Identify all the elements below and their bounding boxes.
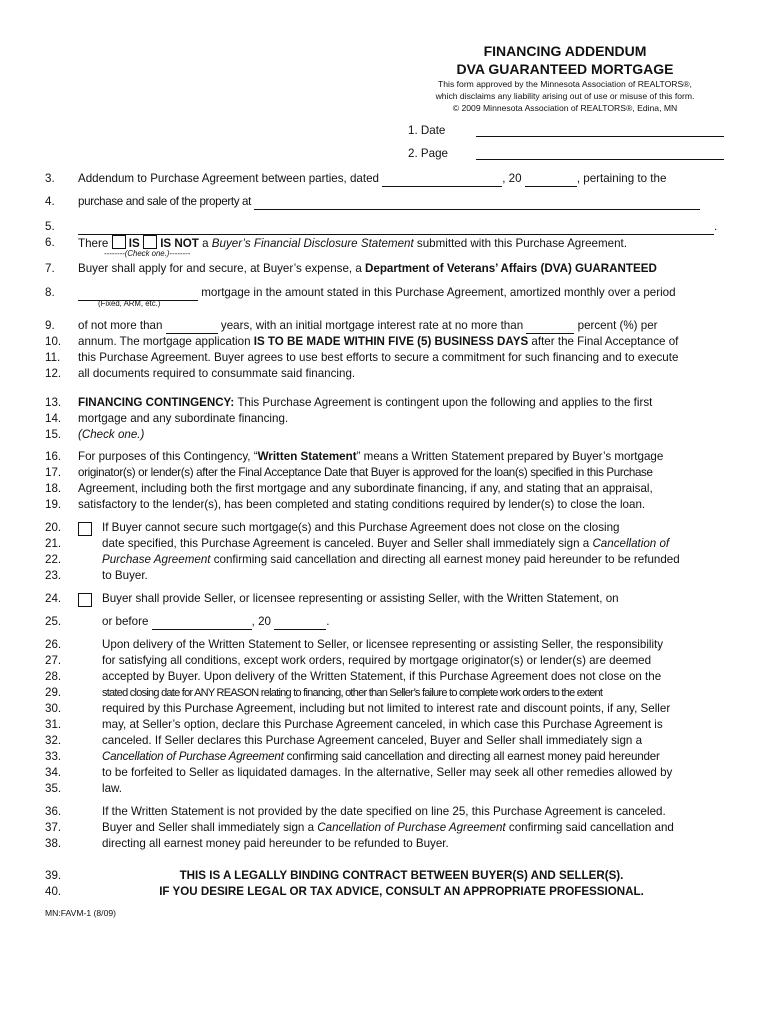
is-not-label: IS NOT: [160, 237, 199, 250]
form-title: FINANCING ADDENDUM: [483, 43, 647, 59]
line-number: 16.: [45, 450, 62, 463]
line-text: (Check one.): [78, 428, 145, 441]
line-number: 12.: [45, 367, 62, 380]
page-input[interactable]: [476, 159, 724, 160]
line-text: If Buyer cannot secure such mortgage(s) and this Purchase Agreement does not close on the closing: [102, 521, 620, 534]
line-number: 19.: [45, 498, 62, 511]
line-number: 14.: [45, 412, 62, 425]
interest-rate-input[interactable]: [526, 321, 574, 334]
written-statement-term: Written Statement: [257, 450, 357, 463]
line-number: 40.: [45, 885, 62, 898]
line-text: Department of Veterans’ Affairs (DVA) GUARANTEED: [365, 262, 657, 275]
line-number: 6.: [45, 236, 55, 249]
line-text: this Purchase Agreement. Buyer agrees to use best efforts to secure a commitment for such financing and to execute: [78, 351, 679, 364]
is-not-checkbox[interactable]: [143, 235, 157, 249]
line-text: after the Final Acceptance of: [531, 335, 679, 348]
check-one-hint: --------(Check one.)--------: [104, 249, 191, 258]
line-number: 33.: [45, 750, 62, 763]
line-number: 22.: [45, 553, 62, 566]
line-number: 3.: [45, 172, 55, 185]
line-number: 9.: [45, 319, 55, 332]
line-text: law.: [102, 782, 122, 795]
line-number: 38.: [45, 837, 62, 850]
line-text: satisfactory to the lender(s), has been completed and stating conditions required by lender(s) to close the loan.: [78, 498, 646, 511]
form-id: MN:FAVM-1 (8/09): [45, 908, 116, 918]
line-number: 18.: [45, 482, 62, 495]
mortgage-type-hint: (Fixed, ARM, etc.): [98, 299, 161, 308]
property-address-input[interactable]: [254, 197, 700, 210]
line-text: submitted with this Purchase Agreement.: [416, 237, 628, 250]
line-text: Purchase Agreement: [102, 553, 211, 566]
line-number: 10.: [45, 335, 62, 348]
approval-note: This form approved by the Minnesota Association of REALTORS®,: [438, 79, 692, 89]
line-text: date specified, this Purchase Agreement is canceled. Buyer and Seller shall immediately sign a: [102, 537, 590, 550]
line-number: 8.: [45, 286, 55, 299]
line-number: 26.: [45, 638, 62, 651]
line-text: years, with an initial mortgage interest rate at no more than: [220, 319, 524, 332]
line-number: 21.: [45, 537, 62, 550]
line-text: Upon delivery of the Written Statement to Seller, or licensee representing or assisting Seller, the responsibility: [102, 638, 664, 651]
line-text: a: [202, 237, 209, 250]
form-subtitle: DVA GUARANTEED MORTGAGE: [456, 61, 674, 77]
line-text: canceled. If Seller declares this Purchase Agreement canceled, Buyer and Seller shall immediately sign a: [102, 734, 643, 747]
line-text: mortgage and any subordinate financing.: [78, 412, 289, 425]
line-text: If the Written Statement is not provided by the date specified on line 25, this Purchase Agreement is canceled.: [102, 805, 666, 818]
line-text: , pertaining to the: [576, 172, 667, 185]
line-number: 24.: [45, 592, 62, 605]
page-field: [408, 147, 448, 160]
line-text: originator(s) or lender(s) after the Final Acceptance Date that Buyer is approved for the loan(s) specified in this Purchase: [78, 466, 653, 479]
line-text: purchase and sale of the property at: [78, 195, 252, 208]
line-text: Cancellation of Purchase Agreement: [102, 750, 284, 763]
line-number: 36.: [45, 805, 62, 818]
line-number: 28.: [45, 670, 62, 683]
is-checkbox[interactable]: [112, 235, 126, 249]
line-number: 31.: [45, 718, 62, 731]
line-text: Cancellation of: [592, 537, 670, 550]
line-number: 25.: [45, 615, 62, 628]
date-field: [408, 124, 445, 137]
line-text: For purposes of this Contingency, “: [78, 450, 258, 463]
written-statement-date-input[interactable]: [152, 617, 252, 630]
line-text: of not more than: [78, 319, 163, 332]
line-text: Buyer’s Financial Disclosure Statement: [211, 237, 414, 250]
line-number: 7.: [45, 262, 55, 275]
line-text: .: [326, 615, 330, 628]
written-statement-year-input[interactable]: [274, 617, 326, 630]
line-text: for satisfying all conditions, except work orders, required by mortgage originator(s) or lender(s) are deemed: [102, 654, 652, 667]
line-text: Agreement, including both the first mortgage and any subordinate financing, if any, and stating that an appraisal,: [78, 482, 653, 495]
line-number: 17.: [45, 466, 62, 479]
line-number: 4.: [45, 195, 55, 208]
line-text: Buyer and Seller shall immediately sign a: [102, 821, 315, 834]
line-number: 15.: [45, 428, 62, 441]
line-number: 27.: [45, 654, 62, 667]
line-text: Buyer shall provide Seller, or licensee representing or assisting Seller, with the Written Statement, on: [102, 592, 619, 605]
legal-advice-notice: IF YOU DESIRE LEGAL OR TAX ADVICE, CONSULT AN APPROPRIATE PROFESSIONAL.: [159, 885, 644, 898]
contingency-heading: FINANCING CONTINGENCY:: [78, 396, 235, 409]
line-text: required by this Purchase Agreement, including but not limited to interest rate and discount points, if any, Seller: [102, 702, 671, 715]
line-text: There: [78, 237, 109, 250]
line-text: stated closing date for ANY REASON relating to financing, other than Seller’s failure to complete work orders to the extent: [102, 687, 603, 699]
years-input[interactable]: [166, 321, 218, 334]
line-text: or before: [102, 615, 149, 628]
disclaimer-note: which disclaims any liability arising out of use or misuse of this form.: [435, 91, 695, 101]
date-label: 1. Date: [408, 124, 446, 137]
option-cannot-secure-checkbox[interactable]: [78, 522, 92, 536]
legal-notice: THIS IS A LEGALLY BINDING CONTRACT BETWEEN BUYER(S) AND SELLER(S).: [179, 869, 624, 882]
line-text: ” means a Written Statement prepared by Buyer’s mortgage: [356, 450, 664, 463]
line-text: percent (%) per: [577, 319, 658, 332]
line-text: may, at Seller’s option, declare this Purchase Agreement canceled, in which case this Purchase Agreement is: [102, 718, 663, 731]
line-number: 13.: [45, 396, 62, 409]
line-text: to Buyer.: [102, 569, 148, 582]
line-text: Addendum to Purchase Agreement between parties, dated: [78, 172, 379, 185]
line-text: mortgage in the amount stated in this Purchase Agreement, amortized monthly over a period: [201, 286, 676, 299]
line-text: Buyer shall apply for and secure, at Buyer’s expense, a: [78, 262, 362, 275]
line-number: 11.: [45, 351, 61, 364]
line-text: This Purchase Agreement is contingent upon the following and applies to the first: [237, 396, 653, 409]
year-input[interactable]: [525, 174, 577, 187]
line-text: directing all earnest money paid hereunder to be refunded to Buyer.: [102, 837, 449, 850]
option-written-statement-checkbox[interactable]: [78, 593, 92, 607]
line-number: 34.: [45, 766, 62, 779]
dated-input[interactable]: [382, 174, 502, 187]
line-text: to be forfeited to Seller as liquidated damages. In the alternative, Seller may seek all other remedies allowed by: [102, 766, 673, 779]
line-text: annum. The mortgage application: [78, 335, 251, 348]
line-text: confirming said cancellation and directing all earnest money paid hereunder: [286, 750, 660, 763]
line-number: 5.: [45, 220, 55, 233]
line-text: all documents required to consummate said financing.: [78, 367, 356, 380]
line-text: .: [714, 220, 718, 233]
line-number: 32.: [45, 734, 62, 747]
line-number: 37.: [45, 821, 62, 834]
is-label: IS: [128, 237, 140, 250]
copyright-note: © 2009 Minnesota Association of REALTORS®, Edina, MN: [452, 103, 678, 113]
line-number: 30.: [45, 702, 62, 715]
line-text: accepted by Buyer. Upon delivery of the Written Statement, if this Purchase Agreement does not close on the: [102, 670, 662, 683]
line-number: 39.: [45, 869, 62, 882]
line-text: , 20: [251, 615, 271, 628]
line-number: 29.: [45, 686, 62, 699]
page-label: 2. Page: [408, 147, 448, 160]
date-input[interactable]: [476, 136, 724, 137]
line-text: , 20: [502, 172, 522, 185]
line-number: 35.: [45, 782, 62, 795]
line-number: 20.: [45, 521, 62, 534]
line-text: confirming said cancellation and directing all earnest money paid hereunder to be refunded: [213, 553, 680, 566]
line-text: confirming said cancellation and: [508, 821, 674, 834]
line-text: IS TO BE MADE WITHIN FIVE (5) BUSINESS DAYS: [253, 335, 529, 348]
line-number: 23.: [45, 569, 62, 582]
line-text: Cancellation of Purchase Agreement: [317, 821, 506, 834]
property-address-cont-input[interactable]: [78, 222, 714, 235]
